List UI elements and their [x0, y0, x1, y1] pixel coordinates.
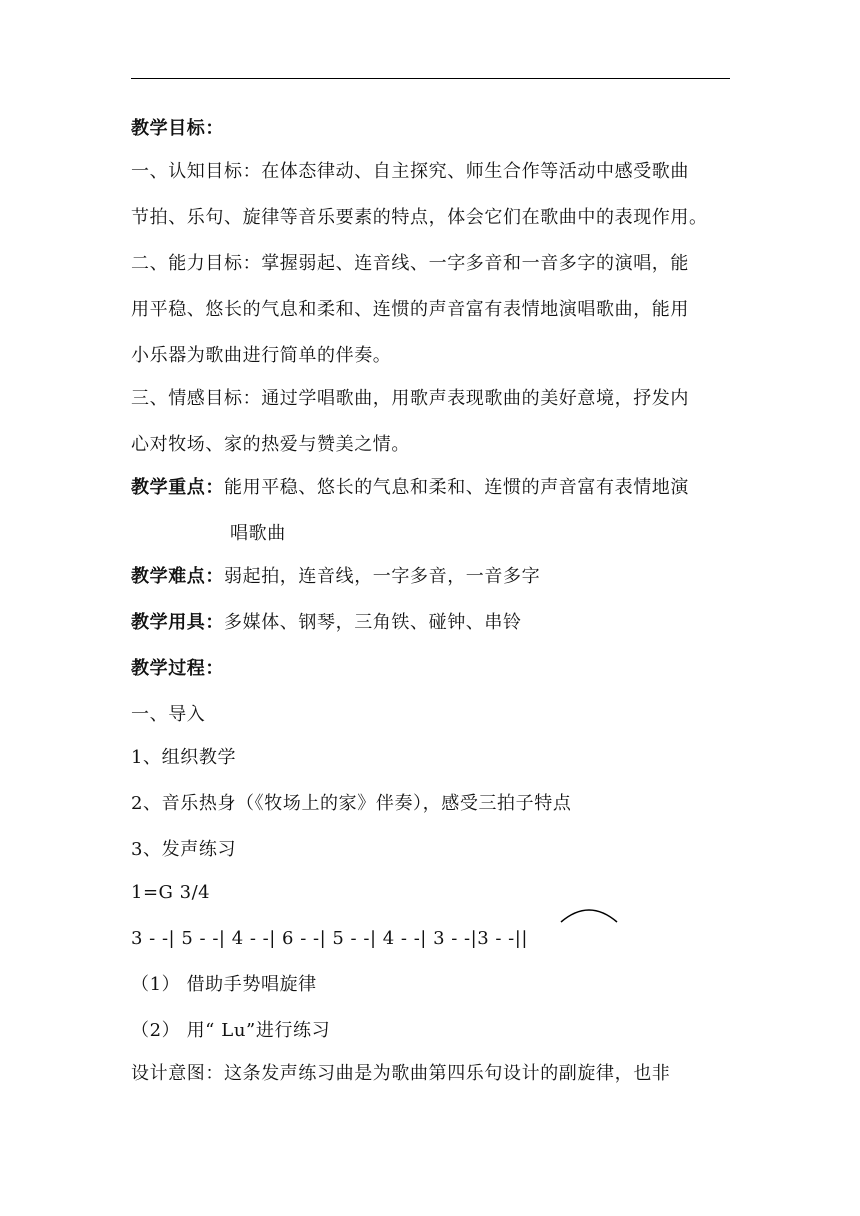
heading-teaching-goals: 教学目标：: [131, 118, 224, 139]
tools-label: 教学用具：: [131, 612, 224, 633]
key-points-line: [131, 477, 689, 499]
goal-emotion-line-2: 心对牧场、家的热爱与赞美之情。: [131, 434, 410, 455]
goal-ability-line-2: 用平稳、悠长的气息和柔和、连惯的声音富有表情地演唱歌曲，能用: [131, 299, 689, 320]
difficulties-label: 教学难点：: [131, 566, 224, 587]
tools-line: [131, 612, 522, 634]
heading-teaching-process: 教学过程：: [131, 658, 224, 679]
substep-lu: （2） 用“ Lu”进行练习: [131, 1020, 331, 1041]
step-vocalize: 3、发声练习: [131, 839, 237, 860]
section-intro: 一、导入: [131, 704, 206, 725]
goal-cognitive-line-1: 一、认知目标：在体态律动、自主探究、师生合作等活动中感受歌曲: [131, 161, 689, 182]
notation-melody: 3 - -| 5 - -| 4 - -| 6 - -| 5 - -| 4 - -| 3 - -|3 - -||: [131, 928, 528, 949]
substep-hand-signs: （1） 借助手势唱旋律: [131, 974, 317, 995]
goal-ability-line-1: 二、能力目标：掌握弱起、连音线、一字多音和一音多字的演唱，能: [131, 253, 689, 274]
header-rule: [131, 78, 730, 79]
key-points-text: 能用平稳、悠长的气息和柔和、连惯的声音富有表情地演: [224, 477, 689, 498]
step-organize: 1、组织教学: [131, 747, 237, 768]
step-warmup: 2、音乐热身（《牧场上的家》伴奏），感受三拍子特点: [131, 793, 572, 814]
slur-tie-mark: [559, 904, 619, 924]
goal-emotion-line-1: 三、情感目标：通过学唱歌曲，用歌声表现歌曲的美好意境，抒发内: [131, 388, 689, 409]
goal-cognitive-line-2: 节拍、乐句、旋律等音乐要素的特点，体会它们在歌曲中的表现作用。: [131, 207, 708, 228]
key-points-continued: 唱歌曲: [230, 523, 286, 544]
goal-ability-line-3: 小乐器为歌曲进行简单的伴奏。: [131, 345, 392, 366]
difficulties-text: 弱起拍，连音线，一字多音，一音多字: [224, 566, 541, 587]
tools-text: 多媒体、钢琴，三角铁、碰钟、串铃: [224, 612, 522, 633]
design-intent-line: 设计意图：这条发声练习曲是为歌曲第四乐句设计的副旋律，也非: [131, 1063, 671, 1084]
difficulties-line: [131, 566, 540, 588]
key-signature: 1=G 3/4: [131, 882, 211, 903]
key-points-label: 教学重点：: [131, 477, 224, 498]
